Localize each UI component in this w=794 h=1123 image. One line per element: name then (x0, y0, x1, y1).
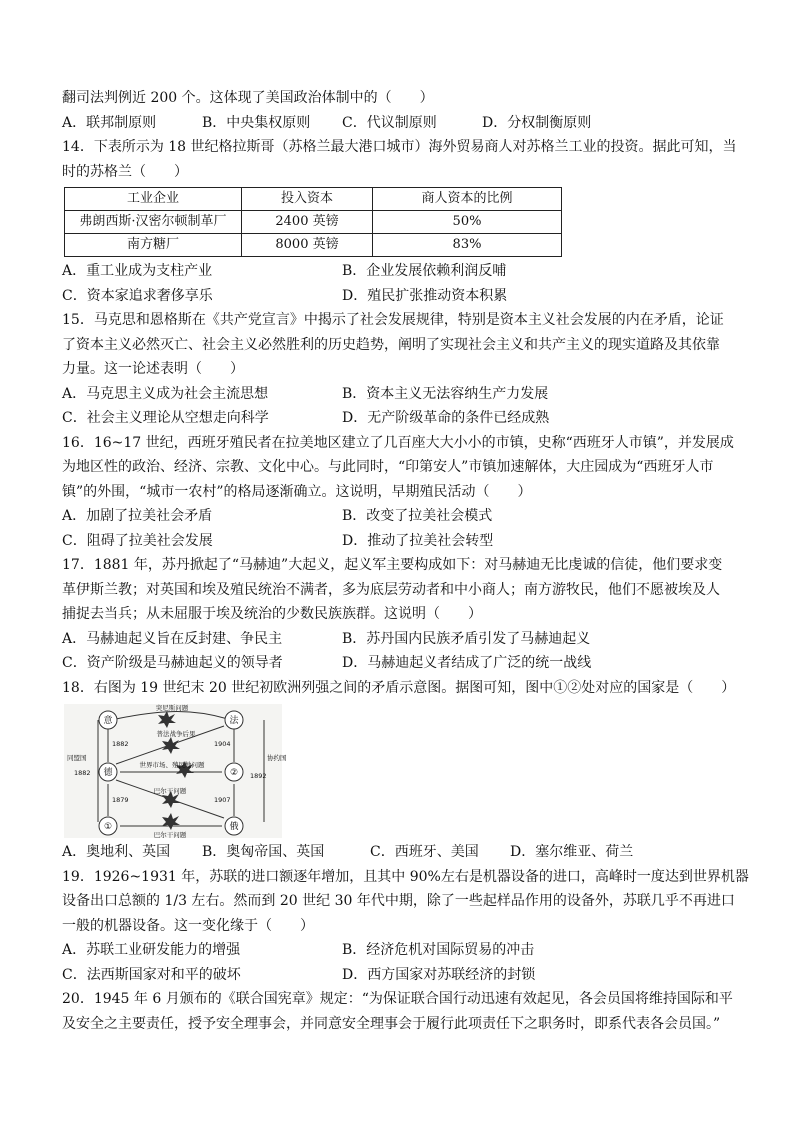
node-label-fa: 法 (229, 716, 239, 726)
q14-option-b[interactable]: B．企业发展依赖利润反哺 (342, 263, 507, 279)
label-entente (267, 753, 287, 762)
q17-option-d[interactable]: D．马赫迪起义者结成了广泛的统一战线 (342, 655, 592, 671)
table-cell-capital: 2400 英镑 (242, 211, 373, 234)
q14-stem-line2: 时的苏格兰（ ） (62, 163, 188, 180)
q15-stem-line2: 了资本主义必然灭亡、社会主义必然胜利的历史趋势，阐明了实现社会主义和共产主义的现实道路及其依靠 (62, 336, 720, 353)
table-cell-enterprise: 弗朗西斯·汉密尔顿制革厂 (65, 211, 242, 234)
table-header-capital: 投入资本 (242, 188, 373, 211)
q16-option-d[interactable]: D．推动了拉美社会转型 (342, 532, 494, 549)
q14-option-a[interactable]: A．重工业成为支柱产业 (62, 263, 213, 279)
q19-option-b[interactable]: B．经济危机对国际贸易的冲击 (342, 942, 535, 958)
label-year-1892: 1892 (250, 772, 267, 780)
q15-stem-line3: 力量。这一论述表明（ ） (62, 361, 244, 377)
q18-option-b[interactable]: B．奥匈帝国、英国 (202, 844, 325, 860)
q13-option-b[interactable]: B．中央集权原则 (202, 114, 311, 131)
q17-option-a[interactable]: A．马赫迪起义旨在反封建、争民主 (62, 630, 283, 647)
table-row (65, 211, 562, 234)
q16-options (62, 504, 734, 553)
q18-option-c[interactable]: C．西班牙、美国 (370, 844, 479, 860)
entente-text: 协约国 (267, 754, 287, 762)
q19-option-d[interactable]: D．西方国家对苏联经济的封锁 (342, 966, 536, 983)
table-header-row (65, 188, 562, 211)
diagram-background (64, 704, 282, 838)
q19-option-c[interactable]: C．法西斯国家对和平的破坏 (62, 966, 241, 983)
q13-options (62, 111, 734, 136)
exam-page (62, 86, 749, 1036)
q14-options (62, 259, 734, 308)
q15-option-a[interactable]: A．马克思主义成为社会主流思想 (62, 385, 269, 402)
q18-stem: 18．右图为 19 世纪末 20 世纪初欧洲列强之间的矛盾示意图。据图可知，图中①②处对应的国家是（ ） (62, 679, 736, 696)
q18-option-a[interactable]: A．奥地利、英国 (62, 844, 171, 860)
q17-option-c[interactable]: C．资产阶级是马赫迪起义的领导者 (62, 655, 283, 671)
node-label-yi: 意 (103, 716, 113, 726)
table-header-ratio: 商人资本的比例 (373, 188, 562, 211)
node-label-two: ② (229, 768, 239, 778)
q16-option-a[interactable]: A．加剧了拉美社会矛盾 (62, 508, 213, 524)
q19-option-a[interactable]: A．苏联工业研发能力的增强 (62, 942, 241, 958)
q14-stem-line1: 14．下表所示为 18 世纪格拉斯哥（苏格兰最大港口城市）海外贸易商人对苏格兰工业的投资。据此可知，当 (62, 139, 737, 155)
q17-options (62, 627, 734, 676)
q17-option-b[interactable]: B．苏丹国内民族矛盾引发了马赫迪起义 (342, 630, 591, 647)
label-balkan-2: 巴尔干问题 (153, 831, 187, 839)
q19-stem-line2: 设备出口总额的 1/3 左右。然而到 20 世纪 30 年代中期，除了一些起样品作用的设备外，苏联几乎不再进口 (62, 893, 735, 909)
q17-stem-line1: 17．1881 年，苏丹掀起了“马赫迪”大起义，起义军主要构成如下：对马赫迪无比虔诚的信徒，他们要求变 (62, 557, 723, 573)
q19-stem-line1: 19．1926~1931 年，苏联的进口额逐年增加，且其中 90%左右是机器设备的进口，高峰时一度达到世界机器 (62, 868, 749, 885)
q16-stem-line3: 镇”的外围，“城市一农村”的格局逐渐确立。这说明，早期殖民活动（ ） (62, 483, 532, 500)
q16-stem-line2: 为地区性的政治、经济、宗教、文化中心。与此同时，“印第安人”市镇加速解体，大庄园成为“西班牙人市 (62, 459, 714, 475)
label-year-1882-b: 1882 (74, 769, 91, 777)
q16-stem-line1: 16．16~17 世纪，西班牙殖民者在拉美地区建立了几百座大大小小的市镇，史称“西班牙人市镇”，并发展成 (62, 434, 734, 451)
q15-stem-line1: 15．马克思和恩格斯在《共产党宣言》中揭示了社会发展规律，特别是资本主义社会发展的内在矛盾，论证 (62, 312, 724, 328)
table-header-enterprise: 工业企业 (65, 188, 242, 211)
q18-option-d[interactable]: D．塞尔维亚、荷兰 (510, 844, 634, 860)
label-year-1907: 1907 (214, 796, 231, 804)
q20-stem-line1: 20．1945 年 6 月颁布的《联合国宪章》规定：“为保证联合国行动迅速有效起见，各会员国将维持国际和平 (62, 991, 733, 1007)
q13-option-c[interactable]: C．代议制原则 (342, 114, 437, 131)
label-alsace: 普法战争后果 (156, 730, 196, 738)
label-year-1879: 1879 (112, 796, 129, 804)
label-balkan-1: 巴尔干问题 (153, 787, 187, 795)
table-row (65, 234, 562, 257)
q15-option-b[interactable]: B．资本主义无法容纳生产力发展 (342, 385, 549, 402)
table-cell-capital: 8000 英镑 (242, 234, 373, 257)
q19-stem-line3: 一般的机器设备。这一变化缘于（ ） (62, 917, 314, 934)
node-label-e: 俄 (229, 822, 239, 832)
q13-option-a[interactable]: A．联邦制原则 (62, 114, 157, 131)
label-year-1882-a: 1882 (112, 740, 129, 748)
q17-stem-line2: 革伊斯兰教；对英国和埃及殖民统治不满者，多为底层劳动者和中小商人；南方游牧民，他们不愿被埃及人 (62, 581, 720, 598)
q18-options (62, 840, 734, 865)
table-cell-enterprise: 南方糖厂 (65, 234, 242, 257)
q14-option-d[interactable]: D．殖民扩张推动资本积累 (342, 287, 508, 304)
label-tunisia: 突尼斯问题 (155, 704, 189, 712)
q14-option-c[interactable]: C．资本家追求奢侈享乐 (62, 287, 213, 304)
triple-alliance-text: 同盟国 (67, 754, 87, 762)
node-label-de: 德 (103, 768, 113, 778)
q13-stem-tail: 翻司法判例近 200 个。这体现了美国政治体制中的（ ） (62, 90, 434, 106)
q19-options (62, 938, 734, 987)
label-market: 世界市场、殖民地问题 (139, 761, 205, 769)
node-label-one: ① (103, 822, 113, 832)
q15-option-d[interactable]: D．无产阶级革命的条件已经成熟 (342, 410, 550, 426)
q15-option-c[interactable]: C．社会主义理论从空想走向科学 (62, 410, 269, 426)
q14-investment-table (64, 187, 562, 257)
q16-option-b[interactable]: B．改变了拉美社会模式 (342, 508, 493, 524)
label-year-1904: 1904 (214, 740, 231, 748)
q16-option-c[interactable]: C．阻碍了拉美社会发展 (62, 532, 213, 549)
q20-stem-line2: 及安全之主要责任，授予安全理事会，并同意安全理事会于履行此项责任下之职务时，即系代表各会员国。” (62, 1015, 721, 1032)
table-cell-ratio: 83% (373, 234, 562, 257)
q15-options (62, 382, 734, 431)
q17-stem-line3: 捕捉去当兵；从未屈服于埃及统治的少数民族族群。这说明（ ） (62, 606, 482, 622)
conflict-diagram-svg (64, 704, 287, 839)
table-cell-ratio: 50% (373, 211, 562, 234)
label-triple-alliance (67, 753, 87, 762)
q13-option-d[interactable]: D．分权制衡原则 (482, 114, 592, 131)
q18-conflict-diagram (64, 704, 287, 839)
